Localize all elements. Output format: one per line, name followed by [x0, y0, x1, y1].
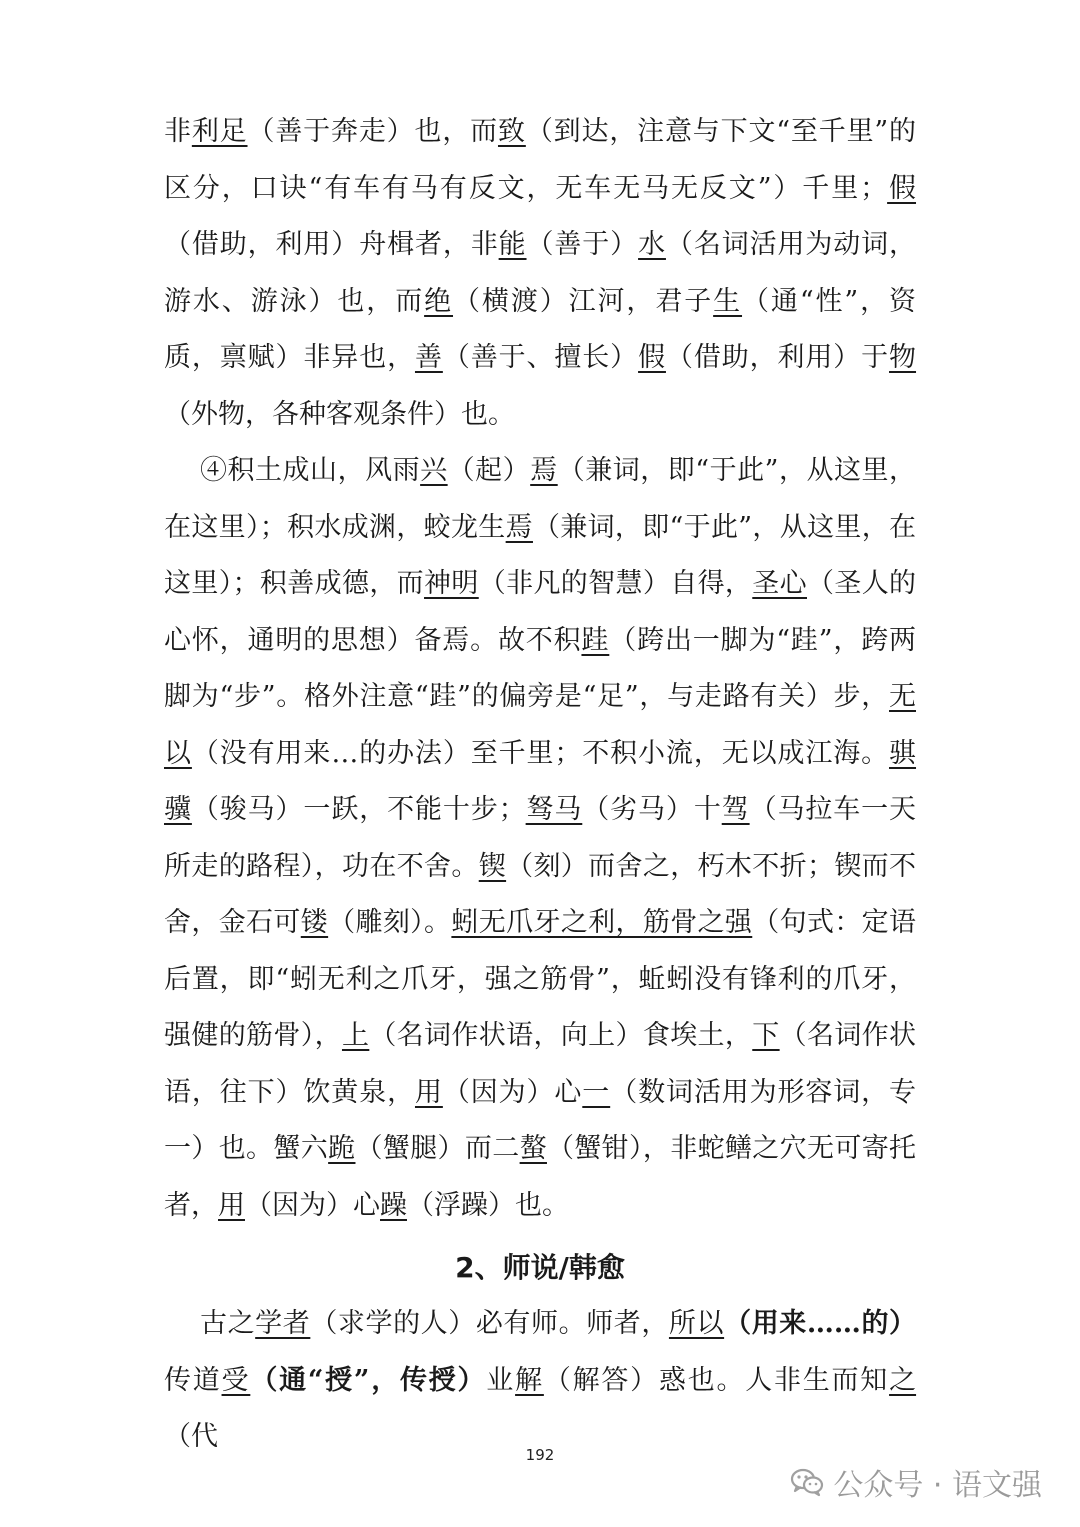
- paragraph-quan-xue-continued: [164, 104, 916, 443]
- annotated-term: 上: [341, 1020, 370, 1051]
- wechat-icon: [789, 1464, 825, 1500]
- text-run: （蟹钳），非蛇鳝之穴无可寄托者，: [164, 1133, 917, 1221]
- annotated-term: 之: [889, 1364, 917, 1396]
- text-run: （名词活用为动词，游水、游泳）也，而: [164, 229, 917, 317]
- bold-gloss: （通“授”，传授）: [250, 1364, 487, 1396]
- annotated-term: 假: [887, 172, 917, 204]
- text-run: 古之: [200, 1308, 256, 1339]
- text-run: （非凡的智慧）自得，: [478, 568, 753, 599]
- text-run: （代: [164, 1421, 218, 1452]
- text-run: （兼词，即“于此”，从这里，在这里）；积水成渊，蛟龙生: [164, 455, 917, 543]
- annotated-term: 善: [414, 342, 443, 373]
- text-run: （借助，利用）于: [665, 342, 890, 373]
- text-run: （借助，利用）舟楫者，非: [164, 229, 499, 260]
- annotated-term: 能: [498, 229, 527, 260]
- text-run: （横渡）江河，君子: [453, 285, 714, 317]
- annotated-term: 跪: [328, 1133, 356, 1164]
- bold-gloss: （用来……的）: [724, 1308, 917, 1339]
- annotated-term: 无以: [164, 681, 916, 769]
- text-run: （圣人的心怀，通明的思想）备焉。故不积: [164, 568, 917, 656]
- text-run: （骏马）一跃，不能十步；: [191, 794, 526, 825]
- text-run: （刻）而舍之，朽木不折；锲而不舍，金石可: [164, 850, 917, 938]
- watermark-label: 公众号 · 语文强: [833, 1468, 1042, 1503]
- annotated-term: 圣心: [752, 568, 807, 599]
- annotated-term: 焉: [530, 455, 558, 486]
- text-run: （雕刻）。: [328, 907, 452, 938]
- text-run: 传道: [164, 1364, 222, 1396]
- annotated-term: 用: [218, 1189, 245, 1221]
- text-run: （数词活用为形容词，专一）也。蟹六: [164, 1076, 917, 1164]
- body-text-lower: [164, 1296, 916, 1466]
- annotated-term: 致: [497, 116, 526, 147]
- text-run: （善于）: [526, 229, 639, 260]
- page-number: 192: [525, 1446, 555, 1464]
- annotated-term: 受: [221, 1364, 251, 1396]
- annotated-term: 用: [414, 1076, 443, 1108]
- section-heading: 2、师说/韩愈: [455, 1251, 625, 1284]
- text-run: （跨出一脚为“跬”，跨两脚为“步”。格外注意“跬”的偏旁是“足”，与走路有关）步，: [164, 624, 917, 712]
- annotated-term: 跬: [581, 624, 610, 656]
- annotated-term: 利足: [191, 116, 248, 147]
- text-run: （浮躁）也。: [407, 1189, 569, 1221]
- text-run: （通“性”，资质，禀赋）非异也，: [164, 285, 917, 373]
- text-run: （马拉车一天所走的路程），功在不舍。: [164, 794, 917, 882]
- text-run: （起）: [447, 455, 531, 486]
- text-run: （善于、擅长）: [442, 342, 639, 373]
- watermark: [789, 1458, 1042, 1506]
- text-run: （解答）惑也。人非生而知: [543, 1364, 890, 1396]
- text-run: （到达，注意与下文“至千里”的区分，口诀“有车有马有反文，无车无马无反文”）千里；: [164, 116, 917, 204]
- text-run: （名词作状语，往下）饮黄泉，: [164, 1020, 917, 1108]
- text-run: （善于奔走）也，而: [247, 116, 498, 147]
- annotated-term: 一: [582, 1076, 611, 1108]
- paragraph-shi-shuo: [164, 1296, 916, 1466]
- body-text-upper: [164, 104, 916, 1234]
- annotated-term: 下: [752, 1020, 780, 1051]
- annotated-term: 骐骥: [164, 737, 917, 825]
- annotated-term: 生: [713, 285, 743, 317]
- text-run: （句式：定语后置，即“蚓无利之爪牙，强之筋骨”，蚯蚓没有锋利的爪牙，强健的筋骨），: [164, 907, 917, 1051]
- annotated-term: 水: [638, 229, 666, 260]
- paragraph-quan-xue-4: [164, 443, 916, 1234]
- text-run: 业: [486, 1364, 516, 1396]
- annotated-term: 所以: [668, 1308, 725, 1339]
- annotated-term: 物: [889, 342, 917, 373]
- annotated-term: 躁: [380, 1189, 407, 1221]
- annotated-term: 蚓无爪牙之利，筋骨之强: [451, 907, 753, 938]
- text-run: （求学的人）必有师。师者，: [310, 1308, 669, 1339]
- text-run: （蟹腿）而二: [355, 1133, 520, 1164]
- annotated-term: 兴: [420, 455, 448, 486]
- annotated-term: 焉: [505, 511, 533, 543]
- text-run: （劣马）十: [582, 794, 722, 825]
- annotated-term: 螯: [519, 1133, 547, 1164]
- annotated-term: 学者: [255, 1308, 311, 1339]
- text-run: （外物，各种客观条件）也。: [164, 398, 515, 430]
- text-run: （因为）心: [245, 1189, 380, 1221]
- annotated-term: 驾: [721, 794, 750, 825]
- text-run: （因为）心: [442, 1076, 583, 1108]
- annotated-term: 绝: [424, 285, 454, 317]
- annotated-term: 假: [638, 342, 666, 373]
- text-run: （兼词，即“于此”，从这里，在这里）；积善成德，而: [164, 511, 917, 599]
- text-run: （没有用来…的办法）至千里；不积小流，无以成江海。: [191, 737, 890, 769]
- text-run: 非: [164, 116, 192, 147]
- text-run: ④积土成山，风雨: [200, 455, 421, 486]
- annotated-term: 镂: [300, 907, 329, 938]
- annotated-term: 驽马: [525, 794, 583, 825]
- annotated-term: 锲: [478, 850, 507, 882]
- annotated-term: 解: [515, 1364, 544, 1396]
- annotated-term: 神明: [424, 568, 479, 599]
- text-run: （名词作状语，向上）食埃土，: [369, 1020, 753, 1051]
